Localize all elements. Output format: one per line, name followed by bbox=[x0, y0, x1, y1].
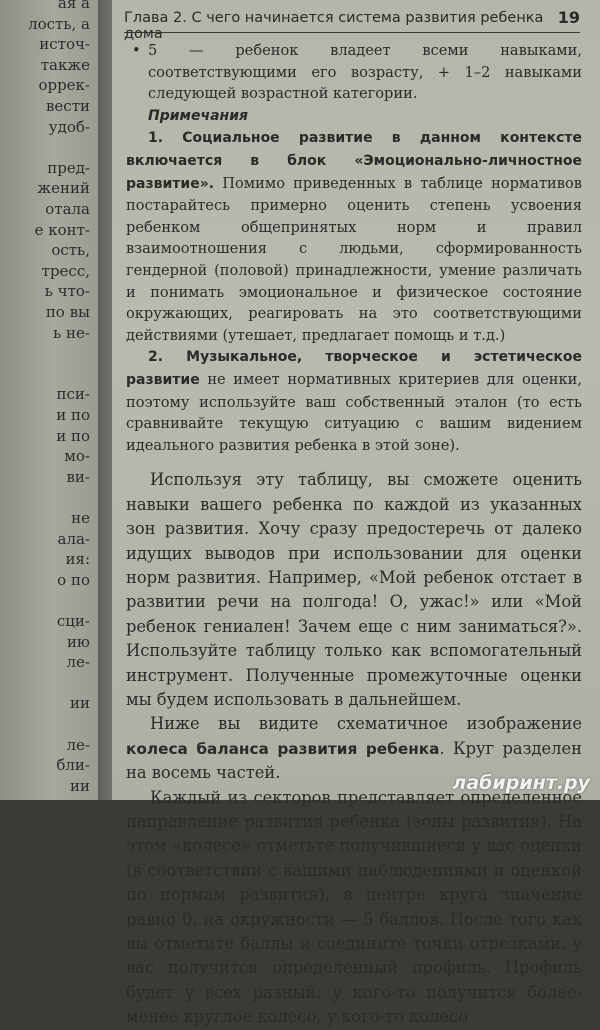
paragraph-2-bold: колеса баланса развития ребенка bbox=[126, 739, 440, 758]
left-page-fragment: ле- bbox=[66, 735, 90, 754]
left-page-fragment: ала- bbox=[57, 529, 90, 548]
previous-page-edge bbox=[0, 0, 98, 800]
left-page-fragment: о по bbox=[57, 570, 90, 589]
left-page-fragment: лость, а bbox=[28, 14, 90, 33]
bullet-mark: • bbox=[132, 42, 141, 59]
note-2-text: не имеет нормативных критериев для оценки, поэтому используйте ваш собственный эталон (то есть сравнивайте текущую ситуацию с вашим видением идеального развития ребенка в этой зоне). bbox=[126, 370, 582, 454]
note-1-bold: 1. Социальное развитие в данном контексте включается в блок «Эмоционально-личностное развитие». bbox=[126, 130, 582, 192]
left-page-fragment: мо- bbox=[64, 447, 90, 466]
paragraph-1: Используя эту таблицу, вы сможете оценить навыки вашего ребенка по каждой из указанных зон развития. Хочу сразу предостеречь от далеко идущих выводов при использовании для оценки норм развития. Например, «Мой ребенок отстает в развитии речи на полгода! О, ужас!» или «Мой ребенок гениален! Зачем еще с ним заниматься?». Используйте таблицу только как вспомогательный инструмент. Полученные промежуточные оценки мы будем использовать в дальнейшем. bbox=[126, 470, 582, 709]
chapter-title: Глава 2. С чего начинается система развития ребенка дома bbox=[124, 10, 544, 42]
notes-heading: Примечания bbox=[148, 107, 249, 124]
left-page-fragment: по вы bbox=[45, 303, 90, 321]
left-page-fragment: вести bbox=[45, 97, 90, 115]
left-page-fragment: жений bbox=[37, 179, 90, 198]
left-page-fragment: не bbox=[71, 509, 90, 527]
left-page-fragment: и по bbox=[56, 426, 90, 445]
page-number: 19 bbox=[557, 8, 580, 27]
left-page-fragment: удоб- bbox=[48, 117, 90, 136]
left-page-fragment: бли- bbox=[56, 756, 90, 775]
note-1 bbox=[126, 127, 582, 346]
bullet-text: 5 — ребенок владеет всеми навыками, соответствующими его возрасту, + 1–2 навыками следующей возрастной категории. bbox=[148, 42, 582, 103]
left-page-fragment: пред- bbox=[47, 158, 90, 177]
left-page-fragment: и по bbox=[56, 406, 90, 424]
watermark-logo: лабиринт.ру bbox=[452, 772, 590, 794]
left-page-fragment: источ- bbox=[39, 35, 90, 54]
paragraph-2-before: Ниже вы видите схематичное изображение bbox=[150, 714, 582, 734]
bullet-item bbox=[126, 40, 582, 105]
left-page-fragment: тресс, bbox=[41, 261, 90, 280]
left-page-fragment: ии bbox=[70, 776, 90, 795]
note-2 bbox=[126, 346, 582, 456]
paragraph-2-after: . Круг разделен на восемь частей. bbox=[126, 738, 582, 783]
left-page-fragment: ле- bbox=[66, 653, 90, 672]
left-page-fragment: ь что- bbox=[44, 282, 90, 301]
left-page-fragment: ии bbox=[70, 694, 90, 713]
left-page-fragment: ость, bbox=[51, 241, 90, 260]
paragraph-3: Каждый из секторов представляет определенное направление развития ребенка (зоны развития). На этом «колесе» отметьте получившиеся у вас оценки (в соответствии с вашими наблюдениями и оценкой по нормам развития), в центре круга значение равно 0, на окружности — 5 баллов. После того как вы отметите баллы и соедините точки отрезками, у вас получится определенный профиль. Профиль будет у всех разный: у кого-то получится более-менее круглое колесо, у кого-то колесо bbox=[126, 787, 582, 1027]
left-page-fragment: ь не- bbox=[53, 323, 90, 342]
running-header bbox=[124, 8, 580, 42]
page-body bbox=[126, 40, 582, 1030]
note-2-bold: 2. Музыкальное, творческое и эстетическое развитие bbox=[126, 349, 582, 388]
left-page-fragment: также bbox=[40, 55, 90, 74]
book-page bbox=[112, 0, 600, 1027]
left-page-fragment: ая а bbox=[57, 0, 90, 12]
left-page-fragment: е конт- bbox=[34, 220, 90, 239]
left-page-fragment: ию bbox=[66, 632, 90, 651]
left-page-fragment: отала bbox=[45, 200, 90, 218]
note-1-text: Помимо приведенных в таблице нормативов постарайтесь примерно оценить степень усвоения ребенком общепринятых норм и правил взаимоотношения с людьми, сформированность гендерной (половой) принадлежности, умение различать и понимать эмоциональное и физическое состояние окружающих, реагировать на это соответствующими действиями (утешает, предлагает помощь и т.д.) bbox=[126, 174, 582, 344]
left-page-fragment: ви- bbox=[66, 467, 90, 486]
left-page-fragment: сци- bbox=[56, 612, 90, 630]
left-page-fragment: оррек- bbox=[38, 76, 90, 95]
left-page-fragment: ия: bbox=[65, 550, 90, 569]
left-page-fragment: пси- bbox=[56, 385, 90, 404]
